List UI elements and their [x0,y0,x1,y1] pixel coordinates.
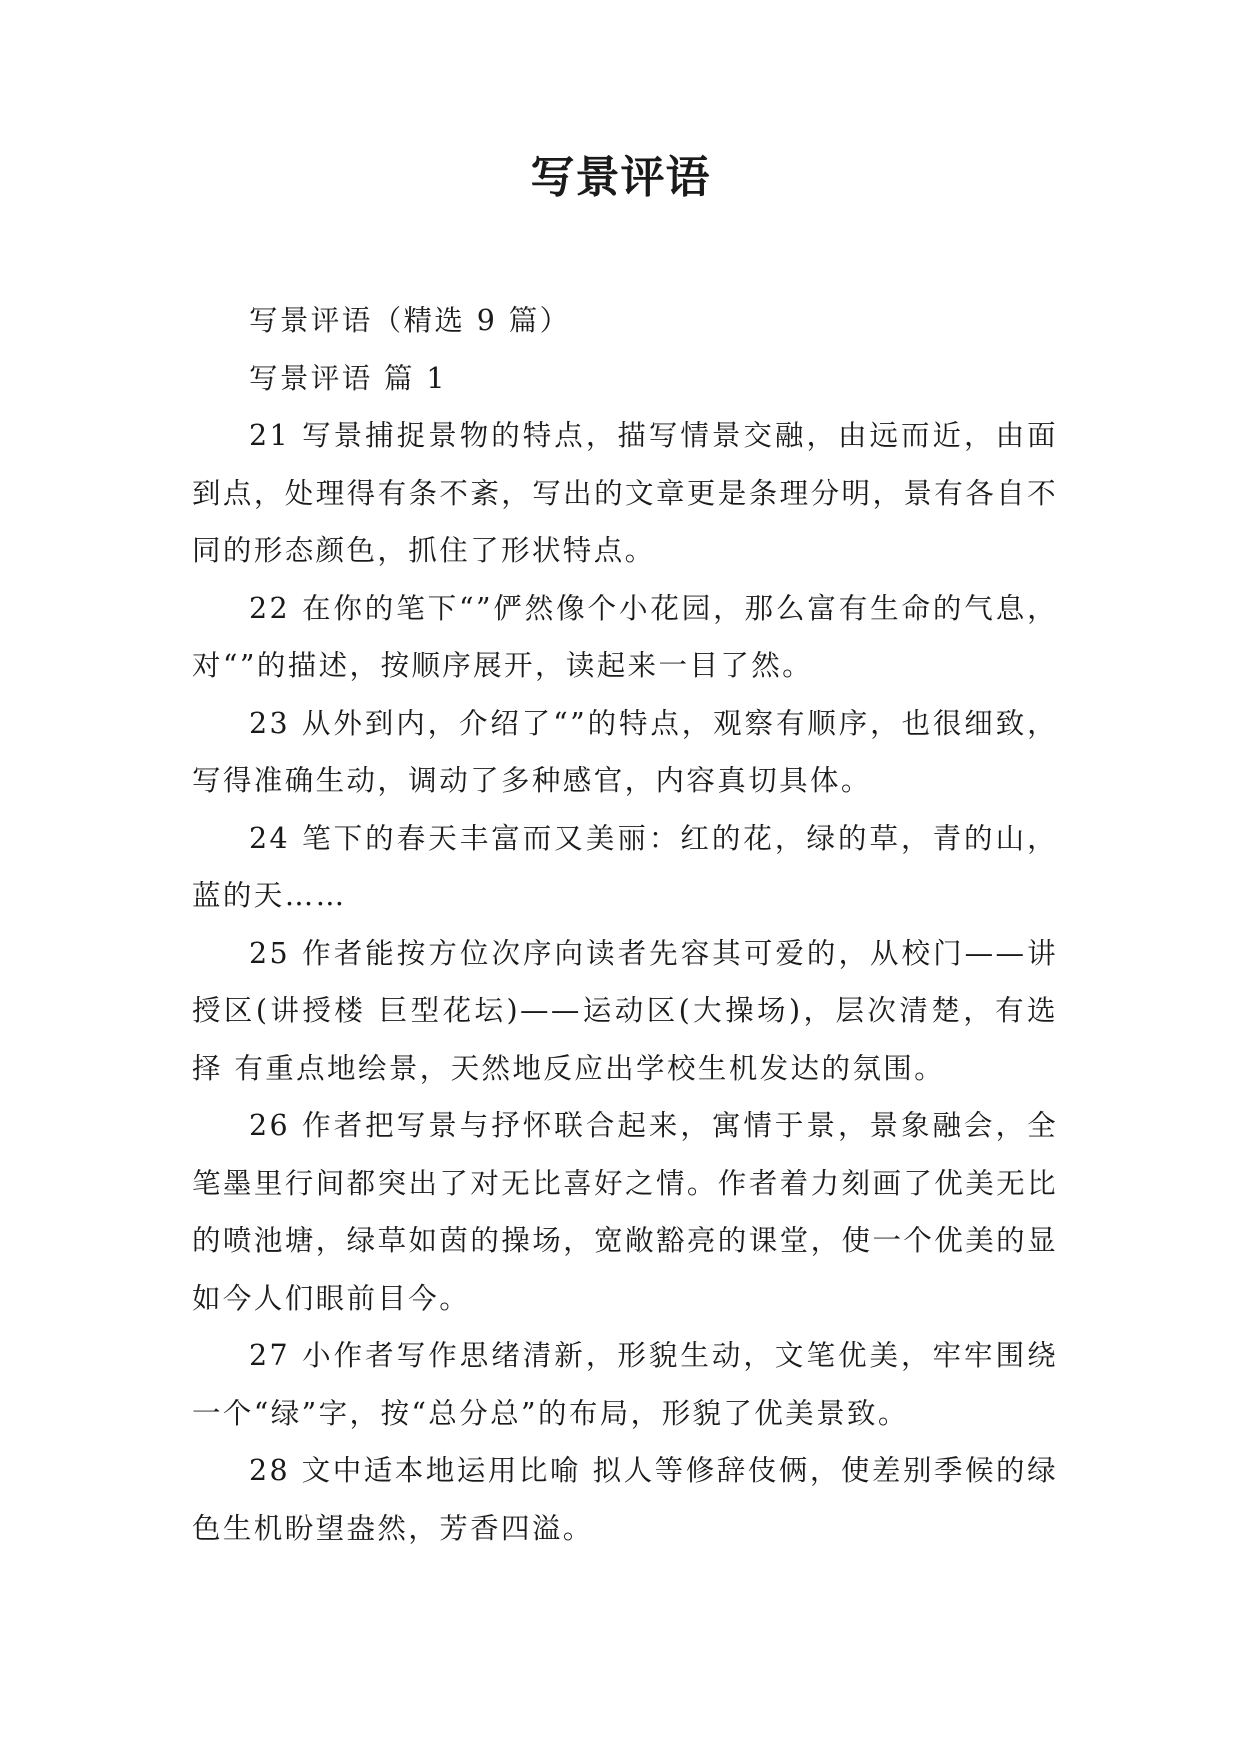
paragraph-22: 22 在你的笔下“”俨然像个小花园，那么富有生命的气息，对“”的描述，按顺序展开，读起来一目了然。 [192,591,1058,682]
paragraph-27: 27 小作者写作思绪清新，形貌生动，文笔优美，牢牢围绕一个“绿”字，按“总分总”的布局，形貌了优美景致。 [192,1339,1058,1430]
paragraph-25: 25 作者能按方位次序向读者先容其可爱的，从校门——讲授区(讲授楼 巨型花坛)——运动区(大操场)，层次清楚，有选择 有重点地绘景，天然地反应出学校生机发达的氛围。 [192,936,1058,1085]
paragraph-21: 21 写景捕捉景物的特点，描写情景交融，由远而近，由面到点，处理得有条不紊，写出的文章更是条理分明，景有各自不同的形态颜色，抓住了形状特点。 [192,419,1058,567]
paragraph-28: 28 文中适本地运用比喻 拟人等修辞伎俩，使差别季候的绿色生机盼望盎然，芳香四溢。 [192,1454,1058,1545]
section-heading: 写景评语 篇 1 [249,361,447,395]
document-body [192,292,1058,1557]
paragraph-23: 23 从外到内，介绍了“”的特点，观察有顺序，也很细致，写得准确生动，调动了多种感官，内容真切具体。 [192,706,1058,797]
paragraph-26: 26 作者把写景与抒怀联合起来，寓情于景，景象融会，全笔墨里行间都突出了对无比喜好之情。作者着力刻画了优美无比的喷池塘，绿草如茵的操场，宽敞豁亮的课堂，使一个优美的显如今人们眼前目今。 [192,1109,1058,1315]
subtitle: 写景评语（精选 9 篇） [249,304,571,337]
paragraph-24: 24 笔下的春天丰富而又美丽：红的花，绿的草，青的山，蓝的天…… [192,821,1058,912]
document-title: 写景评语 [530,152,711,203]
